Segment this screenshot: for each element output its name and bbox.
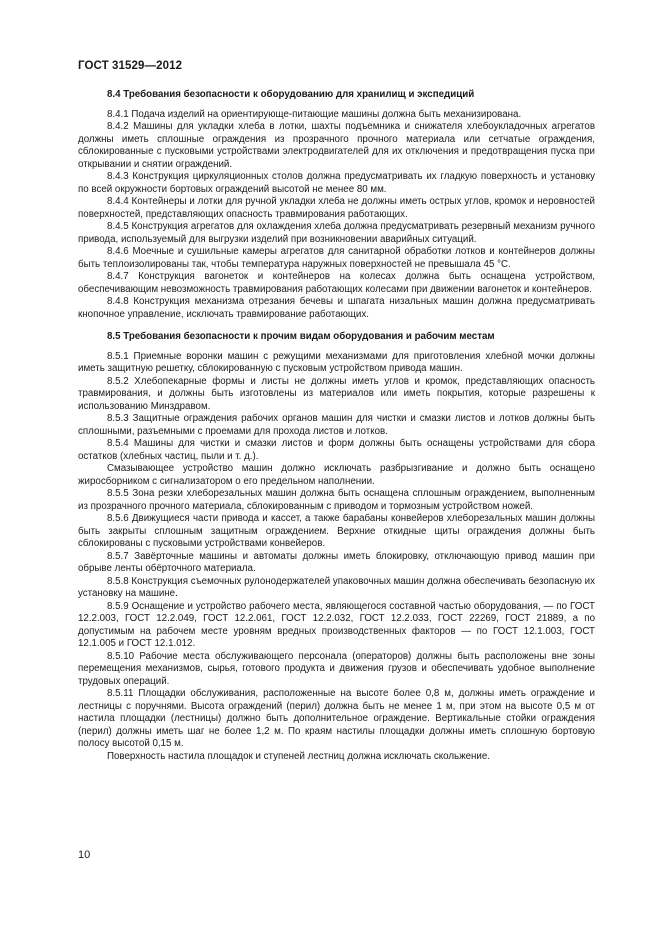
- paragraph-8-5-1: 8.5.1 Приемные воронки машин с режущими механизмами для приготовления хлебной мочки должны иметь защитную решетку, сблокированную с пусковым устройством привода машин.: [78, 350, 595, 374]
- paragraph-8-4-3: 8.4.3 Конструкция циркуляционных столов должна предусматривать их гладкую поверхность и установку по всей окружности бортовых ограждений высотой не менее 80 мм.: [78, 171, 595, 195]
- paragraph-8-4-4: 8.4.4 Контейнеры и лотки для ручной укладки хлеба не должны иметь острых углов, кромок и неровностей поверхностей, представляющих опасность травмирования работающих.: [78, 196, 595, 220]
- paragraph-8-5-3: 8.5.3 Защитные ограждения рабочих органов машин для чистки и смазки листов и лотков должны быть сплошными, разъемными с проемами для прохода листов и лотков.: [78, 413, 595, 437]
- document-header: ГОСТ 31529—2012: [78, 60, 183, 72]
- paragraph-8-5-7: 8.5.7 Завёрточные машины и автоматы должны иметь блокировку, отключающую привод машин при обрыве ленты обёрточного материала.: [78, 550, 595, 574]
- paragraph-8-5-9: 8.5.9 Оснащение и устройство рабочего места, являющегося составной частью оборудования, — по ГОСТ 12.2.003, ГОСТ 12.2.049, ГОСТ 12.2.061, ГОСТ 12.2.032, ГОСТ 12.2.033, ГОСТ 22269, ГОСТ 21889, а по допустимым на рабочем месте уровням вредных производственных факторов — по ГОСТ 12.1.003, ГОСТ 12.1.005 и ГОСТ 12.1.012.: [78, 600, 595, 649]
- paragraph-8-5-10: 8.5.10 Рабочие места обслуживающего персонала (операторов) должны быть расположены вне зоны перемещения механизмов, сырья, готового продукта и движения грузов и обеспечивать удобное выполнение трудовых операций.: [78, 650, 595, 687]
- paragraph-8-4-5: 8.4.5 Конструкция агрегатов для охлаждения хлеба должна предусматривать резервный механизм ручного привода, используемый для выгрузки изделий при возникновении аварийных ситуаций.: [78, 221, 595, 245]
- paragraph-8-5-2: 8.5.2 Хлебопекарные формы и листы не должны иметь углов и кромок, представляющих опасность травмирования, и должны быть изготовлены из материалов или иметь покрытия, которые разрешены к использованию Минздравом.: [78, 375, 595, 412]
- paragraph-8-4-2: 8.4.2 Машины для укладки хлеба в лотки, шахты подъемника и снижателя хлебоукладочных агрегатов должны иметь сплошные ограждения из прозрачного прочного материала или сетчатые ограждения, сблокированные с пусковыми устройствами электродвигателей для их отключения и предотвращения пуска при открывании и снятии ограждений.: [78, 121, 595, 170]
- paragraph-8-5-11: 8.5.11 Площадки обслуживания, расположенные на высоте более 0,8 м, должны иметь ограждение и лестницы с поручнями. Высота ограждений (перил) должна быть не менее 1 м, при этом на высоте 0,5 м от настила площадки (лестницы) должно быть дополнительное ограждение. Вертикальные стойки ограждения (перил) должны иметь шаг не более 1,2 м. По краям настилы площадки должны иметь сплошную бортовую полосу высотой 0,15 м.: [78, 688, 595, 749]
- page-body: [78, 89, 595, 763]
- section-8-5-body: [78, 351, 595, 764]
- paragraph-8-5-4-continued: Смазывающее устройство машин должно исключать разбрызгивание и должно быть оснащено жиросборником с сигнализатором о его предельном наполнении.: [78, 463, 595, 487]
- section-heading-8-5: 8.5 Требования безопасности к прочим видам оборудования и рабочим местам: [107, 331, 495, 342]
- page-number: 10: [78, 849, 91, 861]
- paragraph-8-5-4: 8.5.4 Машины для чистки и смазки листов и форм должны быть оснащены устройствами для сбора остатков (хлебных частиц, пыли и т. д.).: [78, 438, 595, 462]
- section-heading-8-4: 8.4 Требования безопасности к оборудованию для хранилищ и экспедиций: [107, 89, 475, 100]
- paragraph-8-5-8: 8.5.8 Конструкция съемочных рулонодержателей упаковочных машин должна обеспечивать безопасную их установку на машине.: [78, 575, 595, 599]
- paragraph-8-5-6: 8.5.6 Движущиеся части привода и кассет, а также барабаны конвейеров хлеборезальных машин должны быть закрыты сплошным защитным ограждением. Верхние откидные щиты ограждения должны быть сблокированы с пусковыми устройствами конвейеров.: [78, 513, 595, 549]
- paragraph-8-4-7: 8.4.7 Конструкция вагонеток и контейнеров на колесах должна быть оснащена устройством, обеспечивающим невозможность травмирования работающих колесами при движении вагонеток и контейнеров.: [78, 271, 595, 295]
- paragraph-8-5-5: 8.5.5 Зона резки хлеборезальных машин должна быть оснащена сплошным ограждением, выполненным из прозрачного прочного материала, сблокированным с приводом и тормозным устройством ножей.: [78, 488, 595, 512]
- paragraph-8-5-11-continued: Поверхность настила площадок и ступеней лестниц должна исключать скольжение.: [107, 750, 490, 762]
- paragraph-8-4-1: 8.4.1 Подача изделий на ориентирующе-питающие машины должна быть механизирована.: [107, 108, 522, 120]
- paragraph-8-4-6: 8.4.6 Моечные и сушильные камеры агрегатов для санитарной обработки лотков и контейнеров должны быть теплоизолированы так, чтобы температура наружных поверхностей не превышала 45 °С.: [78, 246, 595, 270]
- paragraph-8-4-8: 8.4.8 Конструкция механизма отрезания бечевы и шпагата низальных машин должна предусматривать кнопочное управление, исключать травмирование работающих.: [78, 296, 595, 320]
- section-8-4-body: [78, 109, 595, 322]
